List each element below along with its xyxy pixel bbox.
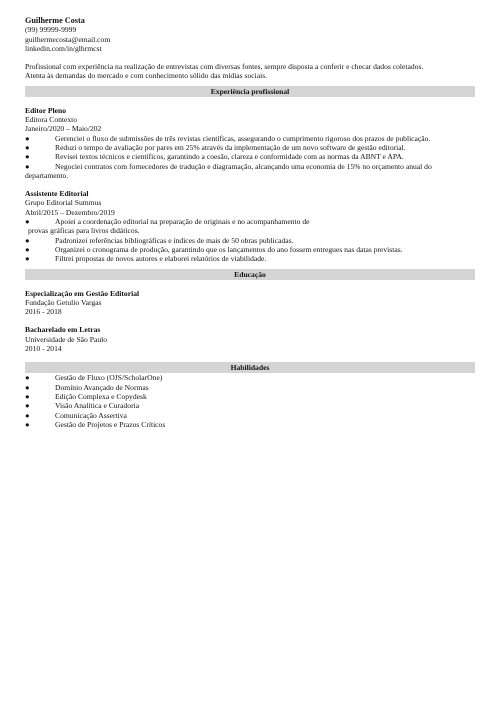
list-item: ● Reduzi o tempo de avaliação por pares em 25% através da implementação de um novo software de gestão editorial. bbox=[25, 142, 406, 152]
skills-list bbox=[25, 373, 475, 429]
education-dates: 2016 - 2018 bbox=[25, 307, 62, 317]
bullet-icon: ● bbox=[25, 382, 30, 392]
degree-title: Bacharelado em Letras bbox=[25, 325, 101, 335]
summary-line: Profissional com experiência na realização de entrevistas com diversas fontes, sempre disposta a conferir e checar dados coletados. bbox=[25, 62, 424, 72]
job-bullets bbox=[25, 217, 475, 226]
bullet-icon: ● bbox=[25, 401, 30, 411]
bullet-icon: ● bbox=[25, 244, 30, 254]
list-item: ● Padronizei referências bibliográficas e índices de mais de 50 obras publicadas. bbox=[25, 235, 294, 245]
job-dates: Janeiro/2020 – Maio/202 bbox=[25, 124, 102, 134]
bullet-icon: ● bbox=[25, 152, 30, 162]
job-company: Grupo Editorial Summus bbox=[25, 198, 102, 208]
school-name: Fundação Getulio Vargas bbox=[25, 297, 102, 307]
job-entry bbox=[25, 106, 475, 180]
education-entry bbox=[25, 289, 475, 317]
bullet-icon: ● bbox=[25, 254, 30, 264]
bullet-icon: ● bbox=[25, 235, 30, 245]
bullet-icon: ● bbox=[25, 391, 30, 401]
professional-summary bbox=[25, 62, 475, 81]
job-bullets bbox=[25, 236, 475, 264]
degree-title: Especialização em Gestão Editorial bbox=[25, 288, 140, 298]
job-title: Assistente Editorial bbox=[25, 189, 89, 199]
job-title: Editor Pleno bbox=[25, 105, 66, 115]
section-header-experience: Experiência profissional bbox=[25, 86, 475, 97]
job-dates: Abril/2015 – Dezembro/2019 bbox=[25, 207, 115, 217]
list-item: ● Gerenciei o fluxo de submissões de três revistas científicas, assegurando o cumprimento rigoroso dos prazos de publicação. bbox=[25, 133, 431, 143]
bullet-icon: ● bbox=[25, 161, 30, 171]
email: guilhermecosta@email.com bbox=[25, 34, 111, 44]
list-item: ● Comunicação Assertiva bbox=[25, 410, 127, 420]
list-item: ● Domínio Avançado de Normas bbox=[25, 382, 149, 392]
school-name: Universidade de São Paulo bbox=[25, 334, 108, 344]
job-bullets bbox=[25, 134, 475, 171]
bullet-icon: ● bbox=[25, 419, 30, 429]
section-header-education: Educação bbox=[25, 269, 475, 280]
list-item: ● Negociei contratos com fornecedores de tradução e diagramação, alcançando uma economia de 15% no orçamento anual do bbox=[25, 161, 432, 171]
section-header-skills: Habilidades bbox=[25, 362, 475, 373]
linkedin: linkedin.com/in/glhrmcst bbox=[25, 43, 102, 53]
job-company: Editora Contexto bbox=[25, 115, 78, 125]
education-entry bbox=[25, 325, 475, 353]
bullet-continuation: departamento. bbox=[25, 170, 69, 180]
list-item: ● Apoiei a coordenação editorial na preparação de originais e no acompanhamento de bbox=[25, 217, 310, 227]
list-item: ● Filtrei propostas de novos autores e elaborei relatórios de viabilidade. bbox=[25, 254, 267, 264]
list-item: ● Gestão de Fluxo (OJS/ScholarOne) bbox=[25, 373, 163, 383]
list-item: ● Organizei o cronograma de produção, garantindo que os lançamentos do ano fossem entregues nas datas previstas. bbox=[25, 244, 403, 254]
contact-header bbox=[25, 16, 475, 53]
phone: (99) 99999-9999 bbox=[25, 25, 77, 35]
list-item: ● Edição Complexa e Copydesk bbox=[25, 391, 147, 401]
candidate-name: Guilherme Costa bbox=[25, 16, 85, 25]
summary-line: Atenta às demandas do mercado e com conhecimento sólido das mídias sociais. bbox=[25, 71, 268, 81]
bullet-icon: ● bbox=[25, 217, 30, 227]
list-item: ● Visão Analítica e Curadoria bbox=[25, 401, 140, 411]
list-item: ● Gestão de Projetos e Prazos Críticos bbox=[25, 419, 166, 429]
education-dates: 2010 - 2014 bbox=[25, 344, 62, 354]
list-item: ● Revisei textos técnicos e científicos, garantindo a coesão, clareza e conformidade com as normas da ABNT e APA. bbox=[25, 152, 404, 162]
bullet-icon: ● bbox=[25, 142, 30, 152]
bullet-continuation: provas gráficas para livros didáticos. bbox=[28, 226, 140, 236]
bullet-icon: ● bbox=[25, 373, 30, 383]
job-entry bbox=[25, 189, 475, 263]
bullet-icon: ● bbox=[25, 133, 30, 143]
bullet-icon: ● bbox=[25, 410, 30, 420]
